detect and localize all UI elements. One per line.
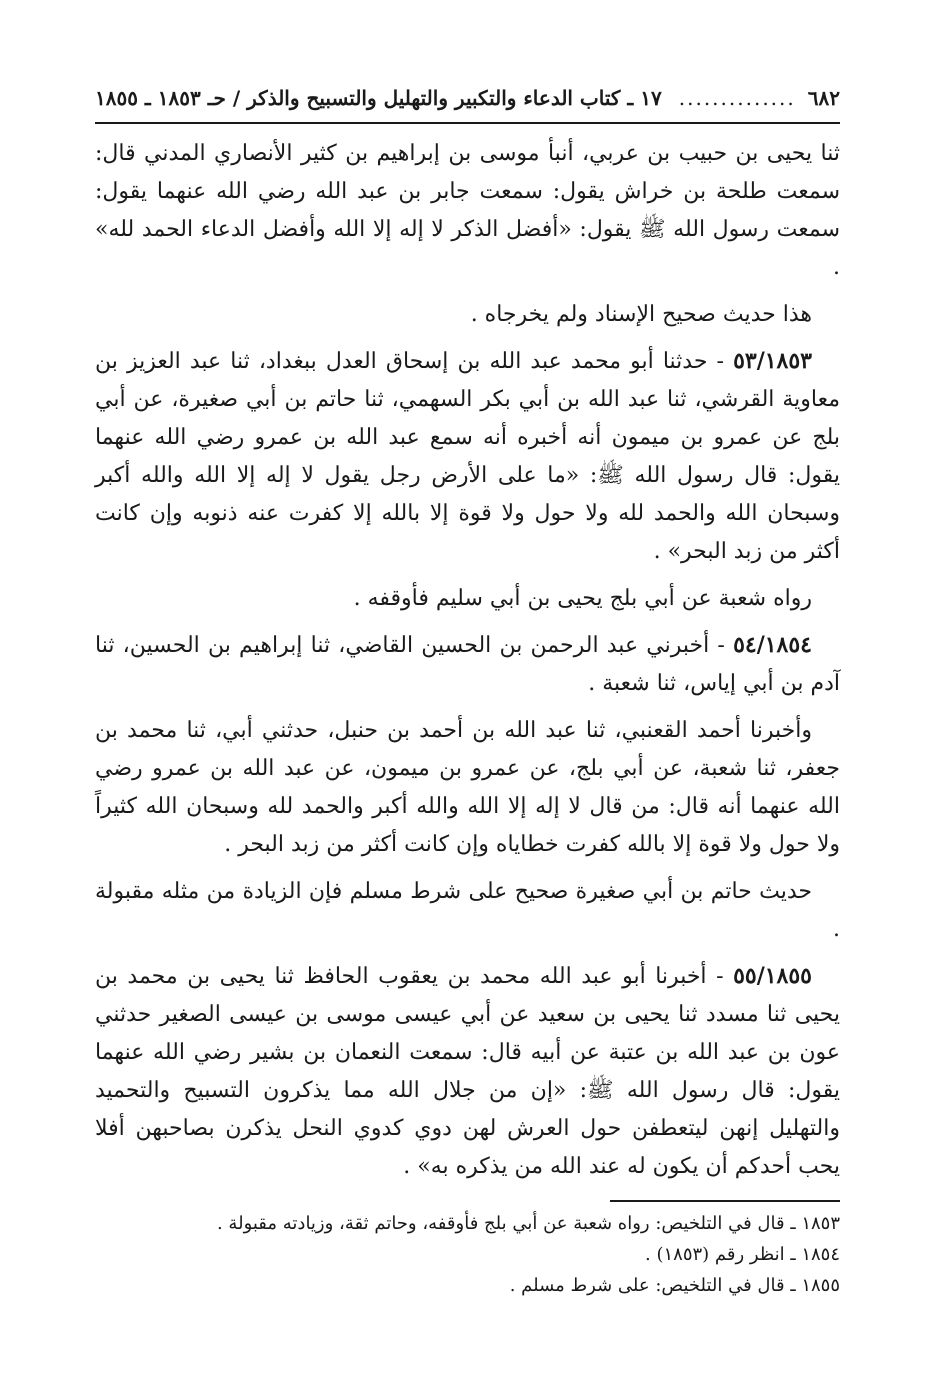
page-number: ٦٨٢ [807,86,840,110]
leader-dots: .............. [678,86,796,110]
paragraph-text: رواه شعبة عن أبي بلج يحيى بن أبي سليم فأوقفه . [353,586,812,611]
paragraph [95,711,840,864]
running-head-title: ١٧ ـ كتاب الدعاء والتكبير والتهليل والتسبيح والذكر / حـ ١٨٥٣ ـ ١٨٥٥ [95,86,662,110]
paragraph-text: هذا حديث صحيح الإسناد ولم يخرجاه . [470,302,812,327]
footnote: ١٨٥٣ ـ قال في التلخيص: رواه شعبة عن أبي بلج فأوقفه، وحاتم ثقة، وزيادته مقبولة . [216,1213,840,1234]
footnote: ١٨٥٥ ـ قال في التلخيص: على شرط مسلم . [509,1275,840,1296]
paragraph [95,295,840,334]
hadith-number: ٥٤/١٨٥٤ [733,632,812,658]
footnote-divider [610,1200,840,1202]
paragraph-text: - أخبرني عبد الرحمن بن الحسين القاضي، ثنا إبراهيم بن الحسين، ثنا آدم بن أبي إياس، ثنا شعبة . [95,633,840,696]
paragraph [95,872,840,949]
paragraph-text: حديث حاتم بن أبي صغيرة صحيح على شرط مسلم فإن الزيادة من مثله مقبولة . [95,879,840,942]
paragraph [95,957,840,1186]
paragraph-text: - حدثنا أبو محمد عبد الله بن إسحاق العدل ببغداد، ثنا عبد العزيز بن معاوية القرشي، ثنا عبد الله بن أبي بكر السهمي، ثنا حاتم بن أبي صغيرة، عن أبي بلج عن عمرو بن ميمون أنه أخبره أنه سمع عبد الله بن عمرو رضي الله عنهما يقول: قال رسول الله ﷺ: «ما على الأرض رجل يقول لا إله إلا الله والله أكبر وسبحان الله والحمد لله ولا حول ولا قوة إلا بالله إلا كفرت عنه ذنوبه وإن كانت أكثر من زبد البحر» . [95,349,840,564]
page-content [95,78,840,1194]
paragraph [95,626,840,703]
hadith-number: ٥٥/١٨٥٥ [733,963,812,989]
footnotes [95,1200,840,1301]
body-text [95,134,840,1186]
paragraph-text: وأخبرنا أحمد القعنبي، ثنا عبد الله بن أحمد بن حنبل، حدثني أبي، ثنا محمد بن جعفر، ثنا شعبة، عن أبي بلج، عن عمرو بن ميمون، عن عبد الله بن عمرو رضي الله عنهما أنه قال: من قال لا إله إلا الله والله أكبر والحمد لله وسبحان الله كثيراً ولا حول ولا قوة إلا بالله كفرت خطاياه وإن كانت أكثر من زبد البحر . [95,718,840,857]
paragraph [95,342,840,571]
paragraph-text: ثنا يحيى بن حبيب بن عربي، أنبأ موسى بن إبراهيم بن كثير الأنصاري المدني قال: سمعت طلحة بن خراش يقول: سمعت جابر بن عبد الله رضي الله عنهما يقول: سمعت رسول الله ﷺ يقول: «أفضل الذكر لا إله إلا الله وأفضل الدعاء الحمد لله» . [95,141,840,280]
footnote: ١٨٥٤ ـ انظر رقم (١٨٥٣) . [645,1244,840,1265]
paragraph-text: - أخبرنا أبو عبد الله محمد بن يعقوب الحافظ ثنا يحيى بن محمد بن يحيى ثنا مسدد ثنا يحيى بن سعيد عن أبي عيسى موسى بن عيسى الصغير حدثني عون بن عبد الله بن عتبة عن أبيه قال: سمعت النعمان بن بشير رضي الله عنهما يقول: قال رسول الله ﷺ: «إن من جلال الله مما يذكرون التسبيح والتحميد والتهليل إنهن ليتعطفن حول العرش لهن دوي كدوي النحل يذكرن بصاحبهن أفلا يحب أحدكم أن يكون له عند الله من يذكره به» . [95,964,840,1179]
paragraph [95,579,840,618]
paragraph [95,134,840,287]
running-head [95,78,840,124]
hadith-number: ٥٣/١٨٥٣ [733,348,812,374]
